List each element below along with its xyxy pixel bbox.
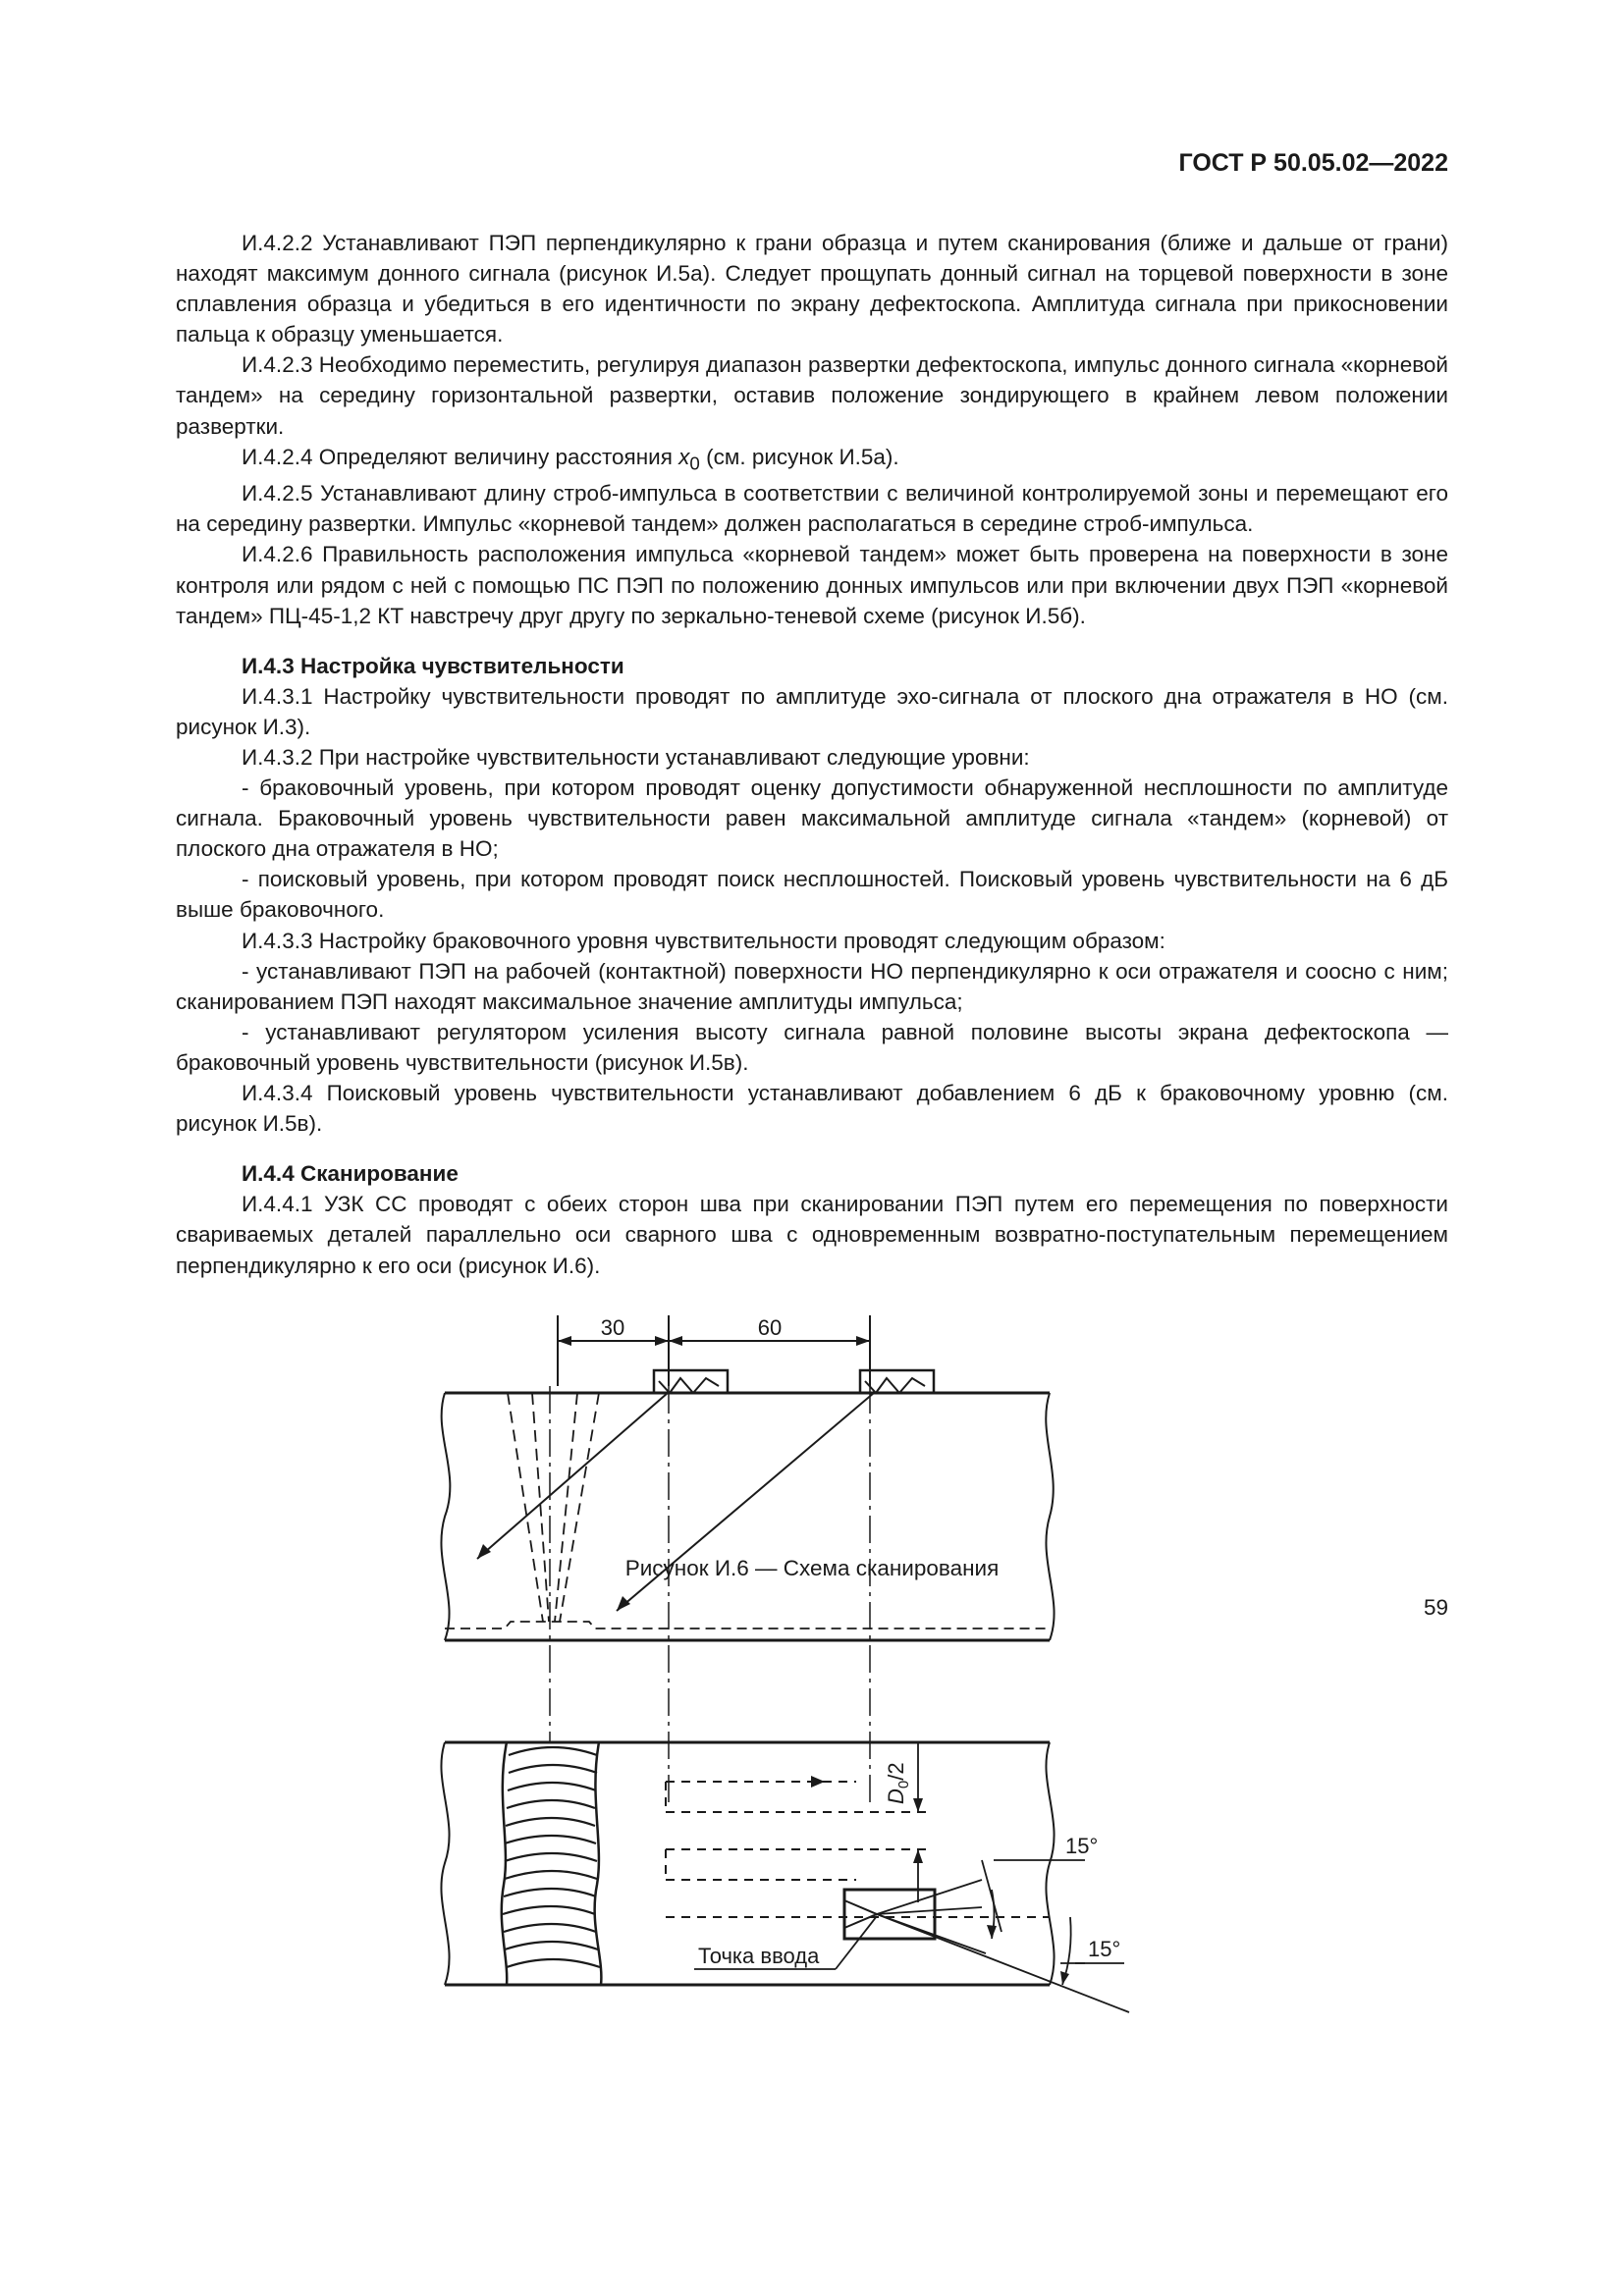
list-item: - браковочный уровень, при котором проводят оценку допустимости обнаруженной несплошности по амплитуде сигнала. Браковочный уровень чувствительности равен максимальной амплитуде сигнала «тандем» (корневой) от плоского дна отражателя в НО; (176, 775, 1448, 862)
angle-label-1: 15° (1065, 1834, 1099, 1858)
scan-direction-arrow-icon (811, 1776, 825, 1788)
paragraph: И.4.3.3 Настройку браковочного уровня чувствительности проводят следующим образом: (242, 928, 1165, 953)
angle-label-2: 15° (1088, 1937, 1121, 1961)
paragraph: И.4.3.2 При настройке чувствительности устанавливают следующие уровни: (242, 745, 1030, 770)
paragraph: И.4.4.1 УЗК СС проводят с обеих сторон шва при сканировании ПЭП путем его перемещения по поверхности свариваемых деталей параллельно оси сварного шва с одновременным возвратно-поступательным перемещением перпендикулярно к его оси (рисунок И.6). (176, 1192, 1448, 1278)
paragraph-text: (см. рисунок И.5а). (699, 444, 899, 469)
plan-break-right (1046, 1742, 1054, 1985)
guide-lines (550, 1386, 870, 1806)
page-number: 59 (1423, 1595, 1448, 1620)
plan-break-left (441, 1742, 449, 1985)
paragraph: И.4.3.4 Поисковый уровень чувствительности устанавливают добавлением 6 дБ к браковочному уровню (см. рисунок И.5в). (176, 1081, 1448, 1137)
dimension-lines (558, 1315, 870, 1386)
weld-bead-outline (502, 1742, 602, 1985)
paragraph: И.4.2.3 Необходимо переместить, регулируя диапазон развертки дефектоскопа, импульс донного сигнала «корневой тандем» на середину горизонтальной развертки, оставив положение зондирующего в крайнем левом положении развертки. (176, 352, 1448, 439)
paragraph: И.4.2.5 Устанавливают длину строб-импульса в соответствии с величиной контролируемой зоны и перемещают его на середину развертки. Импульс «корневой тандем» должен располагаться в середине строб-импульса. (176, 481, 1448, 537)
paragraph (176, 442, 1448, 479)
scan-path (666, 1782, 1050, 1917)
document-body (176, 228, 1448, 1281)
d0-dimension (913, 1742, 923, 1902)
list-item: - поисковый уровень, при котором проводят поиск несплошностей. Поисковый уровень чувствительности на 6 дБ выше браковочного. (176, 867, 1448, 923)
probe-plan (844, 1880, 1129, 2012)
variable-subscript: 0 (689, 453, 700, 474)
weld-ripples (503, 1747, 600, 1967)
list-item: - устанавливают регулятором усиления высоту сигнала равной половине высоты экрана дефектоскопа — браковочный уровень чувствительности (рисунок И.5в). (176, 1019, 1448, 1075)
paragraph: И.4.2.2 Устанавливают ПЭП перпендикулярно к грани образца и путем сканирования (ближе и дальше от грани) находят максимум донного сигнала (рисунок И.5а). Следует прощупать донный сигнал на торцевой поверхности в зоне сплавления образца и убедиться в его идентичности по экрану дефектоскопа. Амплитуда сигнала при прикосновении пальца к образцу уменьшается. (176, 231, 1448, 347)
document-standard-number: ГОСТ Р 50.05.02—2022 (1178, 149, 1448, 177)
section-heading: И.4.3 Настройка чувствительности (242, 653, 624, 678)
figure-caption: Рисунок И.6 — Схема сканирования (624, 1556, 1000, 1580)
side-view-section (441, 1370, 1054, 1640)
paragraph: И.4.3.1 Настройку чувствительности проводят по амплитуде эхо-сигнала от плоского дна отражателя в НО (см. рисунок И.3). (176, 683, 1448, 739)
entry-point-leader (694, 1916, 877, 1969)
variable-x: x (678, 444, 690, 469)
paragraph-text: И.4.2.4 Определяют величину расстояния (242, 444, 679, 469)
dimension-60-label: 60 (757, 1315, 783, 1340)
section-heading: И.4.4 Сканирование (242, 1161, 459, 1187)
entry-point-label: Точка ввода (698, 1944, 820, 1968)
angle-annotations (982, 1860, 1124, 1985)
dimension-30-label: 30 (600, 1315, 625, 1340)
paragraph: И.4.2.6 Правильность расположения импульса «корневой тандем» может быть проверена на поверхности в зоне контроля или рядом с ней с помощью ПС ПЭП по положению донных импульсов или при включении двух ПЭП «корневой тандем» ПЦ-45-1,2 КТ навстречу друг другу по зеркально-теневой схеме (рисунок И.5б). (176, 542, 1448, 628)
d0-label: $D_0/2$ (884, 1762, 912, 1804)
list-item: - устанавливают ПЭП на рабочей (контактной) поверхности НО перпендикулярно к оси отражателя и соосно с ним; сканированием ПЭП находят максимальное значение амплитуды импульса; (176, 958, 1448, 1014)
